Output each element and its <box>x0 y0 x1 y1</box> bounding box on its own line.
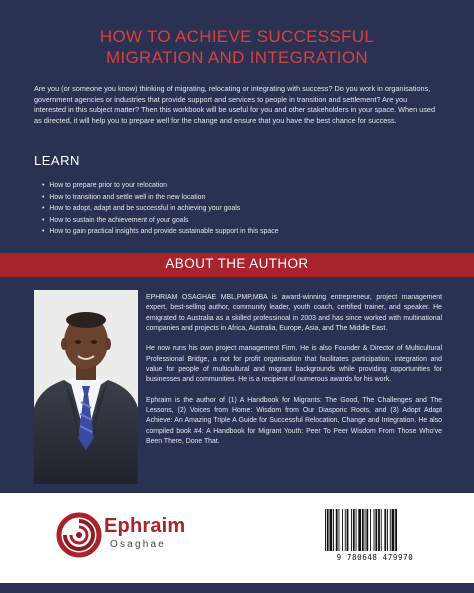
isbn-number: 9 780648 479970 <box>336 553 414 562</box>
learn-item: • How to prepare prior to your relocation <box>42 180 442 192</box>
bottom-strip <box>0 583 474 593</box>
author-photo <box>34 290 138 484</box>
learn-item: • How to sustain the achievement of your goals <box>42 215 442 227</box>
footer-panel <box>0 493 474 583</box>
isbn-barcode <box>321 505 429 565</box>
author-bio <box>146 293 442 457</box>
title-line-1: HOW TO ACHIEVE SUCCESSFUL <box>99 27 375 46</box>
learn-heading: LEARN <box>34 153 80 168</box>
bio-paragraph: Ephraim is the author of (1) A Handbook for Migrants: The Good, The Challenges and The Lessons, (2) Voices from Home: Wisdom from Our Diasporic Roots, and (3) Adopt Adapt Achieve: An Amazing Triple A Guide for Successful Relocation, Change and Integration. He also compiled book #4: A Handbook for Migrant Youth: Peer To Peer Wisdom From Those Who've Been There, Done That. <box>146 396 442 446</box>
learn-item: • How to adopt, adapt and be successful in achieving your goals <box>42 203 442 215</box>
barcode-icon <box>323 509 427 551</box>
about-author-heading: ABOUT THE AUTHOR <box>165 256 309 271</box>
learn-item: • How to gain practical insights and provide sustainable support in this space <box>42 226 442 238</box>
spiral-logo-icon <box>56 512 102 558</box>
learn-item: • How to transition and settle well in the new location <box>42 192 442 204</box>
bio-paragraph: He now runs his own project management Firm. He is also Founder & Director of Multicultural Professional Bridge, a not for profit organisation that facilitates participation, integration and value for people of multicultural and migrant backgrounds while providing opportunities for businesses and communities. He is a recipient of numerous awards for his work. <box>146 345 442 384</box>
logo-subname: Osaghae <box>110 539 166 550</box>
logo-name: Ephraim <box>104 515 186 537</box>
author-portrait-icon <box>34 290 138 484</box>
bio-paragraph: EPHRIAM OSAGHAE MBL,PMP,MBA is award-winning entrepreneur, project management expert, best-selling author, community leader, youth coach, certified trainer, and speaker. He emigrated to Australia as a skilled professinoal in 2003 and has since worked with multinational companies and projects in Africa, Australia, Europe, Asia, and The Middle East. <box>146 294 442 333</box>
intro-paragraph: Are you (or someone you know) thinking of migrating, relocating or integrating with success? Do you work in organisations, government agencies or industries that provide support and services to people in transition and settlement? Are you interested in this subject matter? Then this workbook will be useful for you and other stakeholders in your space. When used as directed, it will help you to prepare well for the change and ensure that you have the best chance for success. <box>34 84 436 125</box>
title-line-2: MIGRATION AND INTEGRATION <box>106 48 368 67</box>
book-title <box>0 26 474 68</box>
learn-list <box>42 180 442 238</box>
about-author-band <box>0 253 474 277</box>
